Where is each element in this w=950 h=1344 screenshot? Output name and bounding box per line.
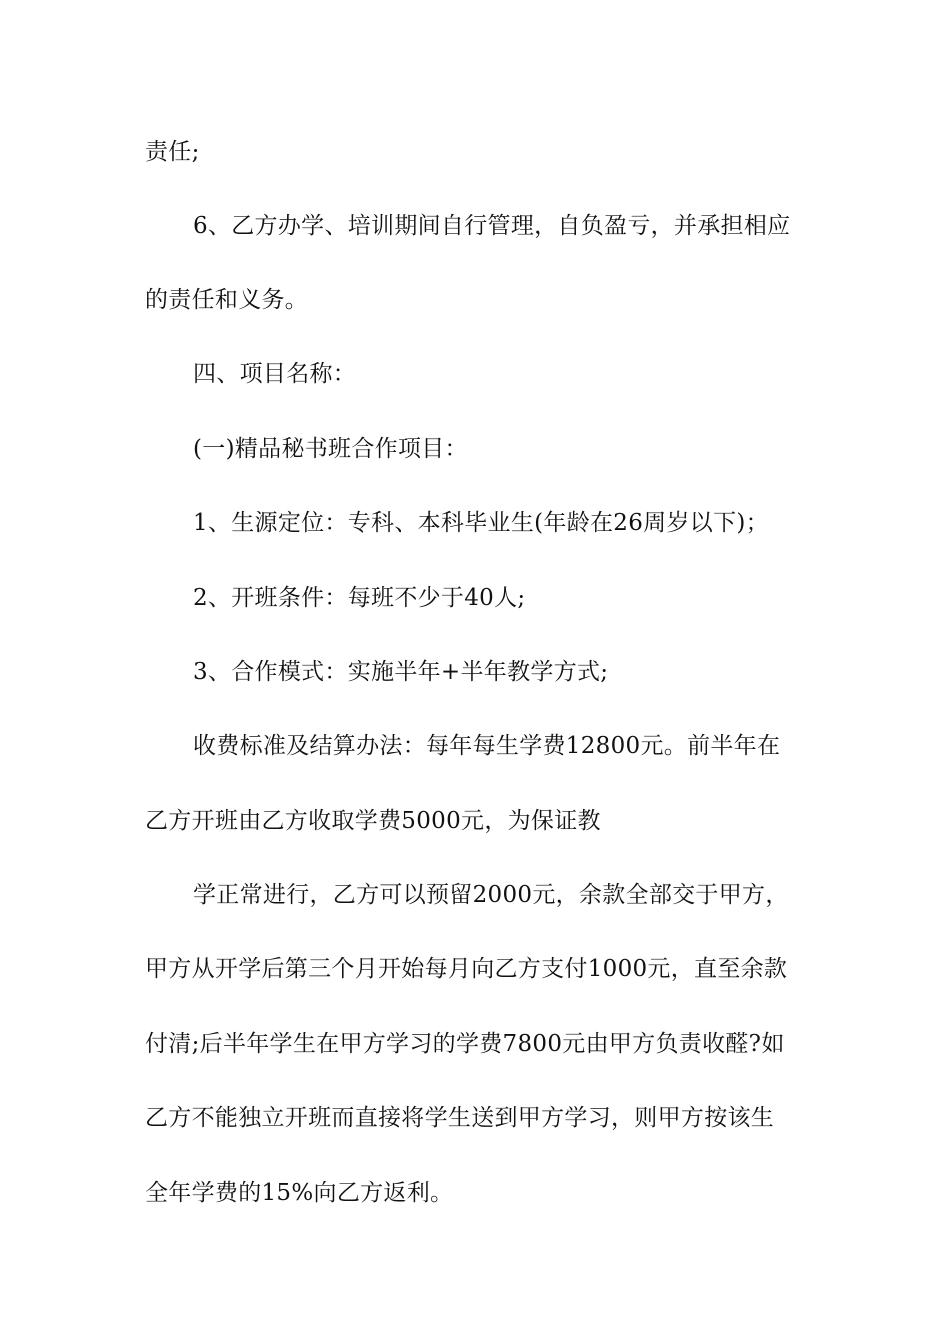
text-line-1: 责任; [145,139,200,165]
text-line-8: 3、合作模式：实施半年+半年教学方式; [193,659,609,685]
text-line-9: 收费标准及结算办法：每年每生学费12800元。前半年在 [193,733,781,759]
text-line-11: 学正常进行，乙方可以预留2000元，余款全部交于甲方， [193,882,789,908]
text-line-6: 1、生源定位：专科、本科毕业生(年龄在26周岁以下)； [193,510,769,536]
text-line-10: 乙方开班由乙方收取学费5000元，为保证教 [145,808,601,834]
text-line-15: 全年学费的15%向乙方返利。 [145,1180,454,1206]
subsection-heading: (一)精品秘书班合作项目： [193,436,468,462]
text-line-3: 的责任和义务。 [145,287,309,313]
section-heading: 四、项目名称： [193,361,357,387]
text-line-14: 乙方不能独立开班而直接将学生送到甲方学习，则甲方按该生 [145,1105,775,1131]
text-line-2: 6、乙方办学、培训期间自行管理，自负盈亏，并承担相应 [193,213,791,239]
text-line-13: 付清;后半年学生在甲方学习的学费7800元由甲方负责收醛?如 [145,1031,785,1057]
text-line-12: 甲方从开学后第三个月开始每月向乙方支付1000元，直至余款 [145,956,788,982]
text-line-7: 2、开班条件：每班不少于40人; [193,585,526,611]
